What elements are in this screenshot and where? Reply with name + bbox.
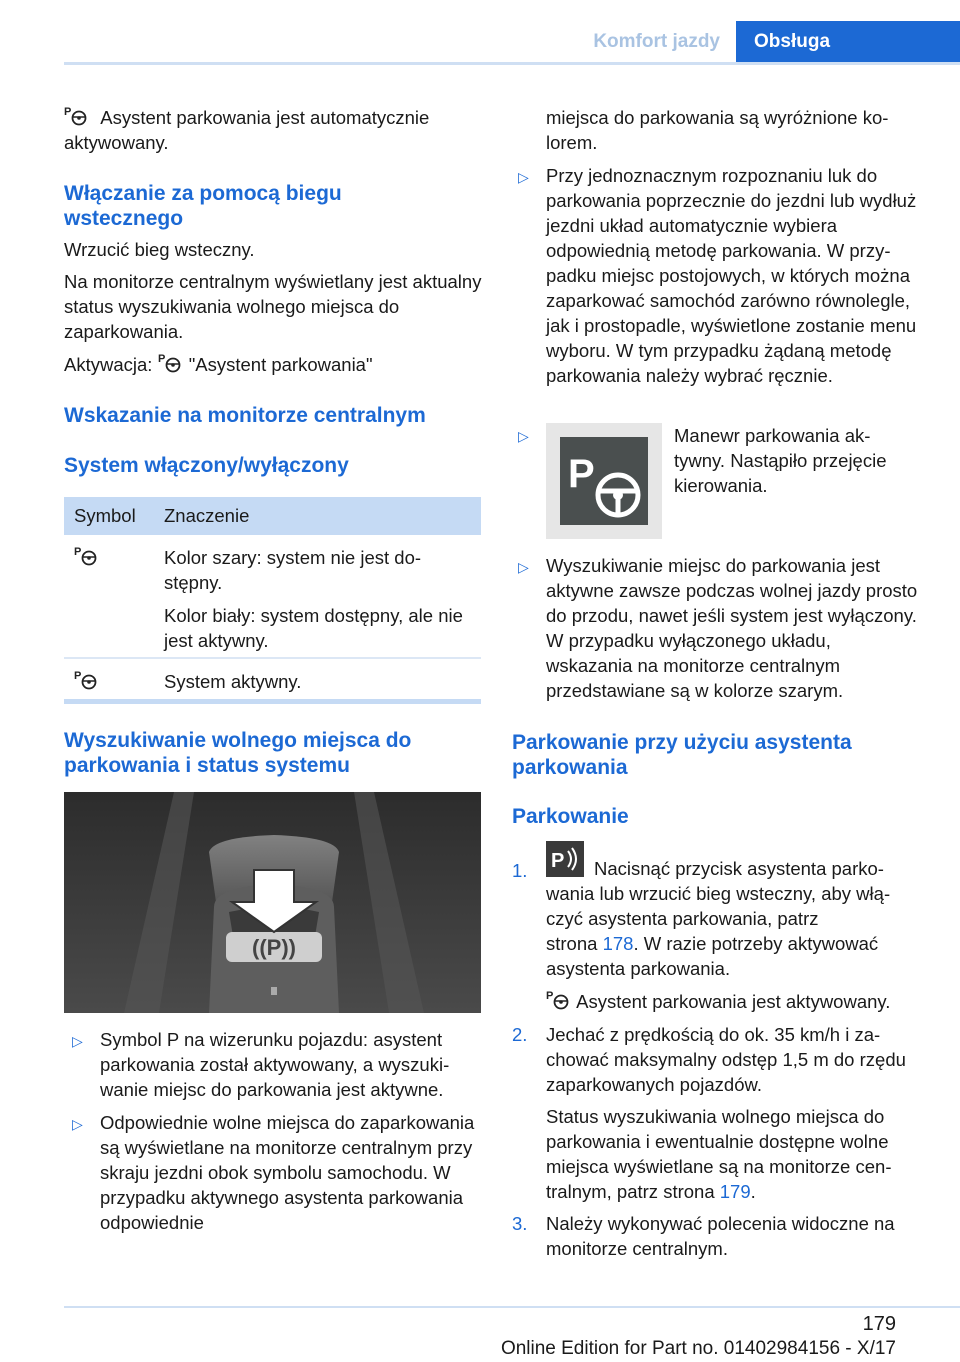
bullet-marker-3: ▷	[518, 169, 529, 185]
bullet-marker-5: ▷	[518, 559, 529, 575]
step-1-text-a: Nacisnąć przycisk asystenta parkowania lub wrzucić bieg wsteczny, aby włączyć asystenta parkowania, patrz	[546, 858, 891, 929]
svg-text:P: P	[157, 353, 165, 365]
heading-reverse: Włączanie za pomocą biegu wstecznego	[64, 182, 342, 230]
activation-paragraph	[64, 352, 484, 377]
row1-meaning	[154, 535, 481, 658]
step-3-text: Należy wykonywać polecenia widoczne na monitorze centralnym.	[546, 1213, 895, 1259]
bullet-marker-4: ▷	[518, 428, 529, 444]
svg-text:P: P	[74, 670, 82, 682]
park-assist-icon	[64, 105, 90, 127]
col-symbol: Symbol	[64, 497, 154, 535]
step-2-number: 2.	[512, 1024, 528, 1045]
step-2-b-end: .	[750, 1181, 756, 1202]
svg-text:P: P	[551, 850, 565, 872]
row2-symbol	[64, 658, 154, 701]
header-rule	[64, 62, 960, 65]
symbol-table	[64, 497, 481, 701]
step-1-text-b	[546, 931, 920, 956]
intro-text: Asystent parkowania jest automatycznie aktywowany.	[64, 107, 430, 153]
bullet-marker-2: ▷	[72, 1116, 83, 1132]
park-assist-active-icon	[74, 669, 100, 691]
header-tabs	[571, 21, 960, 63]
step-2-text-a: Jechać z prędkością do ok. 35 km/h i zachować maksymalny odstęp 1,5 m do rzędu zaparkowanych pojazdów.	[546, 1024, 906, 1095]
park-assist-icon	[158, 352, 184, 374]
step-2-b-text: Status wyszukiwania wolnego miejsca do parkowania i ewentualnie dostępne wolne miejsca wyświetlane są na monitorze centralnym, patrz strona	[546, 1106, 892, 1202]
col-meaning: Znaczenie	[154, 497, 481, 535]
bullet-1: Symbol P na wizerunku pojazdu: asystent parkowania został aktywowany, a wyszukiwanie miejsc do parkowania jest aktywne.	[100, 1029, 450, 1100]
svg-text:P: P	[64, 106, 72, 118]
row1-symbol	[64, 535, 154, 658]
bullet-3: Przy jednoznacznym rozpoznaniu luk do parkowania poprzecznie do jezdni lub wydłuż jezdni układ automatycznie wybiera odpowiednią metodę parkowania. W przypadku miejsc postojowych, w których można zaparkować samochód zarówno równolegle, jak i prostopadle, wyświetlone zostanie menu wyboru. W tym przypadku żądaną metodę parkowania należy wybrać ręcznie.	[546, 165, 917, 386]
svg-text:P: P	[546, 990, 554, 1002]
chapter-tab[interactable]: Obsługa	[736, 21, 960, 63]
heading-parking: Parkowanie	[512, 805, 629, 828]
section-tab[interactable]: Komfort jazdy	[571, 21, 736, 63]
svg-text:((P)): ((P))	[252, 935, 296, 960]
footer-rule	[64, 1306, 960, 1308]
bullet-marker-1: ▷	[72, 1033, 83, 1049]
park-assist-icon	[74, 545, 100, 567]
heading-system: System włączony/wyłączony	[64, 454, 349, 477]
step-1-number: 1.	[512, 860, 528, 881]
park-assist-icon	[546, 989, 572, 1011]
reverse-p1: Wrzucić bieg wsteczny.	[64, 239, 255, 260]
reverse-p2: Na monitorze centralnym wyświetlany jest aktualny status wyszukiwania wolnego miejsca do zaparkowania.	[64, 271, 482, 342]
step-1-note	[546, 989, 926, 1014]
table-bottom-rule	[64, 699, 481, 704]
page-link-178[interactable]: 178	[602, 933, 634, 954]
activation-menu-item: "Asystent parkowania"	[188, 354, 373, 375]
heading-parking-assist: Parkowanie przy użyciu asystenta parkowania	[512, 731, 852, 779]
heading-search: Wyszukiwanie wolnego miejsca do parkowania i status systemu	[64, 729, 412, 777]
footer-edition: Online Edition for Part no. 01402984156 - X/17	[500, 1338, 896, 1359]
bullet-2: Odpowiednie wolne miejsca do zaparkowania są wyświetlane na monitorze centralnym przy skraju jezdni obok symbolu samochodu. W przypadku aktywnego asystenta parkowania odpowiednie	[100, 1112, 475, 1233]
svg-text:P: P	[74, 546, 82, 558]
step-1-suffix: . W razie potrzeby aktywować	[633, 933, 879, 954]
continued-text: miejsca do parkowania są wyróżnione kolorem.	[546, 107, 889, 153]
activation-label: Aktywacja:	[64, 354, 153, 375]
parking-active-icon	[546, 423, 662, 539]
step-1-text-c: asystenta parkowania.	[546, 958, 731, 979]
bullet-4: Manewr parkowania aktywny. Nastąpiło przejęcie kierowania.	[674, 425, 887, 496]
step-1-page-label: strona	[546, 933, 598, 954]
page-link-179[interactable]: 179	[719, 1181, 751, 1202]
bullet-5: Wyszukiwanie miejsc do parkowania jest aktywne zawsze podczas wolnej jazdy prosto do przodu, nawet jeśli system jest wyłączony. W przypadku wyłączonego układu, wskazania na monitorze centralnym przedstawiane są w kolorze szarym.	[546, 555, 918, 701]
intro-paragraph	[64, 105, 484, 155]
row2-meaning: System aktywny.	[164, 671, 302, 692]
row1-text-a: Kolor szary: system nie jest dostępny.	[164, 547, 422, 593]
parking-display-image	[64, 792, 481, 1013]
step-2-text-b	[546, 1104, 920, 1204]
row1-text-b: Kolor biały: system dostępny, ale nie jest aktywny.	[164, 605, 463, 651]
step-3-number: 3.	[512, 1213, 528, 1234]
page-number: 179	[862, 1313, 896, 1335]
svg-text:P: P	[568, 452, 595, 496]
heading-display: Wskazanie na monitorze centralnym	[64, 404, 426, 427]
step-1-note-text: Asystent parkowania jest aktywowany.	[576, 991, 891, 1012]
